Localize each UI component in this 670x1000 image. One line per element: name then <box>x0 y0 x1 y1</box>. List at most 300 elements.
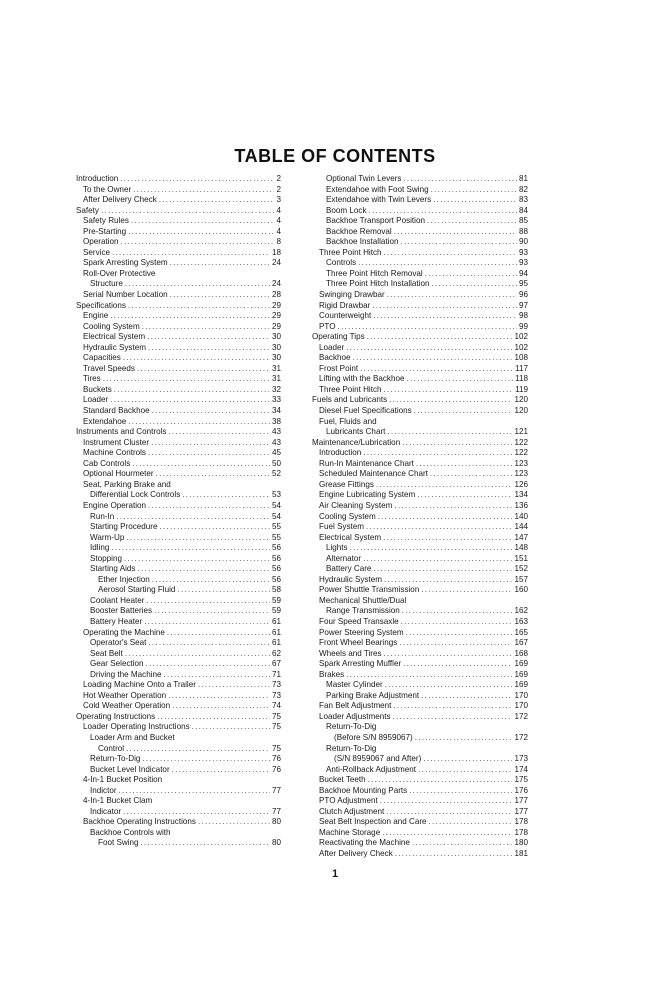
toc-entry-page: 24 <box>271 258 281 268</box>
toc-entry-title: Seat Belt <box>90 648 123 658</box>
toc-entry-title: Starting Aids <box>90 564 136 574</box>
toc-leader-dots <box>368 775 513 786</box>
toc-entry-title: Return-To-Dig <box>326 722 377 732</box>
toc-entry <box>312 490 528 501</box>
toc-leader-dots <box>128 301 270 312</box>
toc-entry <box>76 438 281 449</box>
toc-entry <box>312 417 528 428</box>
toc-leader-dots <box>429 817 513 828</box>
toc-entry-page: 178 <box>514 827 528 837</box>
toc-entry-page: 172 <box>514 711 528 721</box>
toc-entry <box>312 406 528 417</box>
toc-entry-page: 120 <box>514 406 528 416</box>
toc-entry <box>76 617 281 628</box>
toc-entry-title: Loader Operating Instructions <box>83 722 190 732</box>
toc-entry <box>76 512 281 523</box>
toc-leader-dots <box>412 838 513 849</box>
toc-entry <box>76 807 281 818</box>
toc-entry-title: Engine <box>83 311 109 321</box>
toc-leader-dots <box>346 670 512 681</box>
toc-entry <box>76 554 281 565</box>
toc-entry <box>76 638 281 649</box>
toc-leader-dots <box>177 585 270 596</box>
toc-entry-page: 76 <box>271 764 281 774</box>
toc-entry-title: Grease Fittings <box>319 479 374 489</box>
toc-leader-dots <box>389 395 512 406</box>
toc-entry-page: 38 <box>271 416 281 426</box>
toc-entry-title: Alternator <box>326 553 362 563</box>
toc-entry <box>76 712 281 723</box>
toc-leader-dots <box>423 754 512 765</box>
toc-leader-dots <box>148 638 270 649</box>
toc-entry-title: Return-To-Dig <box>90 754 141 764</box>
toc-entry-title: Ether Injection <box>98 574 150 584</box>
toc-entry <box>312 617 528 628</box>
toc-leader-dots <box>394 501 512 512</box>
toc-entry-page: 170 <box>514 701 528 711</box>
toc-leader-dots <box>363 554 512 565</box>
toc-leader-dots <box>148 448 270 459</box>
toc-entry-title: Machine Storage <box>319 827 381 837</box>
toc-entry <box>312 512 528 523</box>
toc-entry-page: 4 <box>276 205 281 215</box>
toc-entry-title: Control <box>98 743 125 753</box>
toc-entry-page: 169 <box>514 680 528 690</box>
toc-entry-page: 52 <box>271 469 281 479</box>
toc-entry-page: 172 <box>514 732 528 742</box>
toc-entry <box>76 775 281 786</box>
toc-entry-title: 4-In-1 Bucket Position <box>83 775 163 785</box>
toc-entry <box>76 480 281 491</box>
toc-entry <box>76 680 281 691</box>
toc-entry <box>76 353 281 364</box>
toc-leader-dots <box>151 438 270 449</box>
toc-entry-title: Three Point Hitch Removal <box>326 268 423 278</box>
toc-leader-dots <box>402 438 512 449</box>
toc-leader-dots <box>406 628 513 639</box>
toc-entry <box>312 649 528 660</box>
toc-leader-dots <box>110 395 270 406</box>
toc-entry-title: Hot Weather Operation <box>83 690 167 700</box>
toc-leader-dots <box>156 469 270 480</box>
toc-leader-dots <box>124 554 270 565</box>
toc-entry-page: 18 <box>271 247 281 257</box>
toc-entry <box>76 670 281 681</box>
toc-leader-dots <box>146 659 270 670</box>
toc-entry-page: 126 <box>514 479 528 489</box>
toc-entry-title: Booster Batteries <box>90 606 153 616</box>
toc-entry-title: Fan Belt Adjustment <box>319 701 392 711</box>
toc-entry <box>76 522 281 533</box>
toc-entry-title: Clutch Adjustment <box>319 806 385 816</box>
toc-entry <box>312 564 528 575</box>
toc-entry-page: 134 <box>514 490 528 500</box>
toc-entry <box>76 374 281 385</box>
toc-leader-dots <box>154 606 270 617</box>
toc-entry-page: 29 <box>271 321 281 331</box>
toc-entry-title: Rigid Drawbar <box>319 300 371 310</box>
toc-leader-dots <box>383 533 512 544</box>
toc-entry-page: 123 <box>514 458 528 468</box>
toc-entry-title: Electrical System <box>83 332 146 342</box>
toc-entry <box>312 838 528 849</box>
toc-leader-dots <box>125 649 270 660</box>
toc-entry-page: 174 <box>514 764 528 774</box>
toc-leader-dots <box>125 279 270 290</box>
toc-entry-title: Backhoe Controls with <box>90 827 171 837</box>
toc-leader-dots <box>346 343 512 354</box>
toc-entry-page: 61 <box>271 627 281 637</box>
toc-entry <box>76 385 281 396</box>
toc-entry-title: 4-In-1 Bucket Clam <box>83 796 153 806</box>
toc-entry <box>312 279 528 290</box>
toc-entry-page: 148 <box>514 543 528 553</box>
toc-entry-page: 73 <box>271 680 281 690</box>
toc-entry-title: Indicator <box>90 806 122 816</box>
toc-entry-title: Maintenance/Lubrication <box>312 437 401 447</box>
toc-entry-title: Seat, Parking Brake and <box>83 479 171 489</box>
toc-entry-page: 58 <box>271 585 281 595</box>
toc-entry-page: 73 <box>271 690 281 700</box>
toc-entry-page: 96 <box>518 290 528 300</box>
toc-entry-page: 4 <box>276 216 281 226</box>
toc-entry-page: 54 <box>271 511 281 521</box>
toc-entry <box>312 522 528 533</box>
toc-entry <box>76 691 281 702</box>
toc-entry-page: 160 <box>514 585 528 595</box>
toc-entry <box>76 817 281 828</box>
toc-entry-page: 61 <box>271 616 281 626</box>
toc-entry-page: 74 <box>271 701 281 711</box>
toc-entry-page: 93 <box>518 258 528 268</box>
toc-entry-page: 97 <box>518 300 528 310</box>
toc-entry-title: Safety <box>76 205 99 215</box>
toc-entry-page: 178 <box>514 817 528 827</box>
toc-entry-page: 62 <box>271 648 281 658</box>
toc-entry-title: Pre-Starting <box>83 226 127 236</box>
toc-entry-page: 75 <box>271 711 281 721</box>
toc-leader-dots <box>120 174 274 185</box>
toc-entry <box>312 237 528 248</box>
toc-entry <box>312 322 528 333</box>
toc-entry <box>76 427 281 438</box>
toc-entry-title: PTO <box>319 321 336 331</box>
toc-entry-page: 75 <box>271 722 281 732</box>
toc-entry-title: Three Point Hitch <box>319 384 382 394</box>
toc-entry <box>312 638 528 649</box>
toc-entry <box>312 353 528 364</box>
toc-leader-dots <box>376 480 513 491</box>
toc-entry-title: Structure <box>90 279 123 289</box>
toc-entry <box>312 817 528 828</box>
toc-entry-title: Stopping <box>90 553 122 563</box>
toc-entry <box>76 332 281 343</box>
toc-leader-dots <box>400 237 517 248</box>
toc-entry-page: 83 <box>518 195 528 205</box>
toc-leader-dots <box>172 765 270 776</box>
toc-entry-title: Four Speed Transaxle <box>319 616 399 626</box>
toc-entry-page: 28 <box>271 290 281 300</box>
toc-entry <box>312 311 528 322</box>
toc-leader-dots <box>119 786 270 797</box>
toc-leader-dots <box>401 617 513 628</box>
toc-entry-page: 180 <box>514 838 528 848</box>
toc-entry-page: 29 <box>271 311 281 321</box>
toc-entry-page: 59 <box>271 595 281 605</box>
toc-leader-dots <box>403 174 517 185</box>
toc-leader-dots <box>409 786 512 797</box>
toc-entry-title: Battery Heater <box>90 616 143 626</box>
toc-entry-title: Foot Swing <box>98 838 139 848</box>
toc-leader-dots <box>431 279 517 290</box>
toc-entry-title: Introduction <box>319 448 362 458</box>
toc-entry-page: 30 <box>271 332 281 342</box>
toc-entry-title: Master Cylinder <box>326 680 383 690</box>
toc-entry-title: Scheduled Maintenance Chart <box>319 469 428 479</box>
toc-entry-title: Lifting with the Backhoe <box>319 374 405 384</box>
toc-entry-page: 55 <box>271 532 281 542</box>
toc-leader-dots <box>170 258 270 269</box>
toc-leader-dots <box>360 364 513 375</box>
toc-entry <box>76 322 281 333</box>
toc-leader-dots <box>159 195 275 206</box>
toc-leader-dots <box>430 469 513 480</box>
toc-entry-page: 54 <box>271 500 281 510</box>
toc-entry <box>312 459 528 470</box>
toc-leader-dots <box>403 659 512 670</box>
toc-entry-page: 67 <box>271 659 281 669</box>
toc-leader-dots <box>198 680 270 691</box>
toc-entry-page: 169 <box>514 669 528 679</box>
toc-entry-page: 121 <box>514 427 528 437</box>
toc-entry <box>312 438 528 449</box>
toc-entry-title: Differential Lock Controls <box>90 490 181 500</box>
toc-leader-dots <box>198 817 270 828</box>
toc-entry <box>312 301 528 312</box>
toc-entry-title: Bucket Level Indicator <box>90 764 170 774</box>
toc-entry <box>312 374 528 385</box>
toc-entry-title: Parking Brake Adjustment <box>326 690 420 700</box>
toc-entry-page: 82 <box>518 184 528 194</box>
toc-entry-title: Three Point Hitch Installation <box>326 279 430 289</box>
toc-entry-title: PTO Adjustment <box>319 796 378 806</box>
toc-entry-page: 117 <box>515 363 528 373</box>
toc-leader-dots <box>172 701 270 712</box>
toc-leader-dots <box>338 322 517 333</box>
toc-leader-dots <box>353 353 513 364</box>
toc-entry <box>312 628 528 639</box>
toc-entry-page: 181 <box>514 849 528 858</box>
toc-entry <box>76 311 281 322</box>
toc-entry-title: Return-To-Dig <box>326 743 377 753</box>
toc-entry-title: Spark Arresting System <box>83 258 168 268</box>
toc-entry <box>312 543 528 554</box>
toc-entry-title: Standard Backhoe <box>83 406 150 416</box>
toc-entry <box>312 248 528 259</box>
toc-entry-title: Counterweight <box>319 311 372 321</box>
toc-entry <box>312 269 528 280</box>
toc-entry-page: 170 <box>514 690 528 700</box>
toc-entry <box>76 279 281 290</box>
toc-entry <box>312 786 528 797</box>
toc-leader-dots <box>407 374 514 385</box>
toc-entry <box>76 543 281 554</box>
toc-entry-title: Mechanical Shuttle/Dual <box>319 595 407 605</box>
toc-leader-dots <box>152 575 270 586</box>
toc-entry-title: Specifications <box>76 300 126 310</box>
toc-entry <box>312 395 528 406</box>
toc-entry-title: Engine Operation <box>83 500 146 510</box>
toc-leader-dots <box>418 765 513 776</box>
toc-entry <box>76 195 281 206</box>
toc-entry-page: 2 <box>276 184 281 194</box>
toc-entry-page: 136 <box>514 500 528 510</box>
toc-entry-title: Power Steering System <box>319 627 404 637</box>
toc-entry-title: Loader <box>83 395 109 405</box>
toc-entry-title: Indictor <box>90 785 117 795</box>
toc-entry-title: Service <box>83 247 110 257</box>
toc-entry-page: 56 <box>271 564 281 574</box>
toc-entry-page: 108 <box>514 353 528 363</box>
toc-entry-page: 90 <box>518 237 528 247</box>
toc-entry <box>76 343 281 354</box>
toc-entry-title: Battery Care <box>326 564 372 574</box>
toc-leader-dots <box>386 807 512 818</box>
toc-entry <box>76 744 281 755</box>
toc-entry-title: Operating the Machine <box>83 627 165 637</box>
toc-entry-title: Coolant Heater <box>90 595 145 605</box>
toc-entry-page: 43 <box>271 427 281 437</box>
toc-entry-page: 120 <box>514 395 528 405</box>
toc-leader-dots <box>367 332 513 343</box>
toc-leader-dots <box>382 828 512 839</box>
toc-leader-dots <box>142 322 270 333</box>
toc-entry <box>76 596 281 607</box>
toc-leader-dots <box>363 448 512 459</box>
toc-leader-dots <box>372 301 517 312</box>
toc-entry-page: 152 <box>514 564 528 574</box>
toc-entry-title: Anti-Rollback Adjustment <box>326 764 416 774</box>
toc-entry-page: 24 <box>271 279 281 289</box>
toc-entry-title: Machine Controls <box>83 448 146 458</box>
toc-leader-dots <box>114 385 270 396</box>
toc-entry-page: 122 <box>514 448 528 458</box>
toc-entry-page: 76 <box>271 754 281 764</box>
toc-entry-page: 43 <box>271 437 281 447</box>
toc-entry-page: 167 <box>514 638 528 648</box>
toc-entry-title: Loading Machine Onto a Trailer <box>83 680 196 690</box>
toc-entry-title: Operator's Seat <box>90 638 147 648</box>
toc-entry <box>76 406 281 417</box>
toc-entry <box>76 659 281 670</box>
toc-leader-dots <box>402 606 513 617</box>
toc-entry <box>312 385 528 396</box>
toc-entry-title: Capacities <box>83 353 121 363</box>
toc-entry-page: 61 <box>271 638 281 648</box>
toc-entry <box>312 585 528 596</box>
toc-entry-title: Operating Instructions <box>76 711 156 721</box>
toc-entry-page: 102 <box>514 342 528 352</box>
toc-entry <box>76 248 281 259</box>
toc-entry-title: Loader Adjustments <box>319 711 391 721</box>
toc-entry-title: Run-In <box>90 511 115 521</box>
toc-entry <box>76 701 281 712</box>
toc-entry-title: Electrical System <box>319 532 382 542</box>
toc-entry-page: 140 <box>514 511 528 521</box>
toc-entry-title: Buckets <box>83 384 112 394</box>
toc-leader-dots <box>128 227 274 238</box>
toc-entry <box>312 596 528 607</box>
toc-entry <box>312 554 528 565</box>
toc-entry-title: Cooling System <box>83 321 140 331</box>
toc-entry <box>312 216 528 227</box>
toc-leader-dots <box>358 258 517 269</box>
toc-leader-dots <box>110 311 270 322</box>
toc-entry <box>312 501 528 512</box>
toc-entry-page: 173 <box>514 754 528 764</box>
toc-entry <box>76 796 281 807</box>
toc-entry-page: 84 <box>518 205 528 215</box>
toc-entry <box>312 775 528 786</box>
toc-entry-title: Operation <box>83 237 119 247</box>
toc-entry-title: Diesel Fuel Specifications <box>319 406 412 416</box>
toc-entry-title: Wheels and Tires <box>319 648 382 658</box>
toc-leader-dots <box>128 417 270 428</box>
toc-entry-title: Controls <box>326 258 357 268</box>
toc-entry <box>312 754 528 765</box>
toc-leader-dots <box>167 628 270 639</box>
toc-leader-dots <box>141 838 270 849</box>
toc-entry-page: 175 <box>514 775 528 785</box>
toc-entry <box>76 606 281 617</box>
toc-leader-dots <box>133 185 274 196</box>
toc-entry-title: Lubricants Chart <box>326 427 386 437</box>
toc-entry-title: Seat Belt Inspection and Care <box>319 817 427 827</box>
toc-entry <box>312 691 528 702</box>
toc-leader-dots <box>384 575 513 586</box>
toc-entry-title: After Delivery Check <box>83 195 157 205</box>
toc-leader-dots <box>160 522 270 533</box>
toc-entry <box>312 744 528 755</box>
toc-entry-title: Extendahoe <box>83 416 127 426</box>
toc-entry-title: Instruments and Controls <box>76 427 167 437</box>
toc-leader-dots <box>393 712 513 723</box>
toc-entry-page: 30 <box>271 342 281 352</box>
toc-leader-dots <box>393 701 512 712</box>
toc-entry-title: Loader <box>319 342 345 352</box>
toc-left-column <box>76 174 281 849</box>
toc-right-column <box>312 174 528 860</box>
toc-entry-title: Serial Number Location <box>83 290 168 300</box>
toc-entry <box>76 206 281 217</box>
toc-leader-dots <box>116 512 270 523</box>
toc-entry <box>76 754 281 765</box>
toc-entry-title: Cooling System <box>319 511 376 521</box>
toc-entry <box>312 427 528 438</box>
toc-entry-title: Optional Twin Levers <box>326 174 402 183</box>
toc-entry-title: Spark Arresting Muffler <box>319 659 402 669</box>
toc-entry-page: 123 <box>514 469 528 479</box>
toc-entry-page: 8 <box>276 237 281 247</box>
toc-entry-page: 31 <box>271 374 281 384</box>
toc-leader-dots <box>421 691 512 702</box>
toc-entry <box>76 364 281 375</box>
toc-entry <box>312 469 528 480</box>
toc-entry-page: 162 <box>514 606 528 616</box>
toc-entry-title: Run-In Maintenance Chart <box>319 458 414 468</box>
toc-leader-dots <box>433 195 517 206</box>
toc-entry-page: 176 <box>514 785 528 795</box>
